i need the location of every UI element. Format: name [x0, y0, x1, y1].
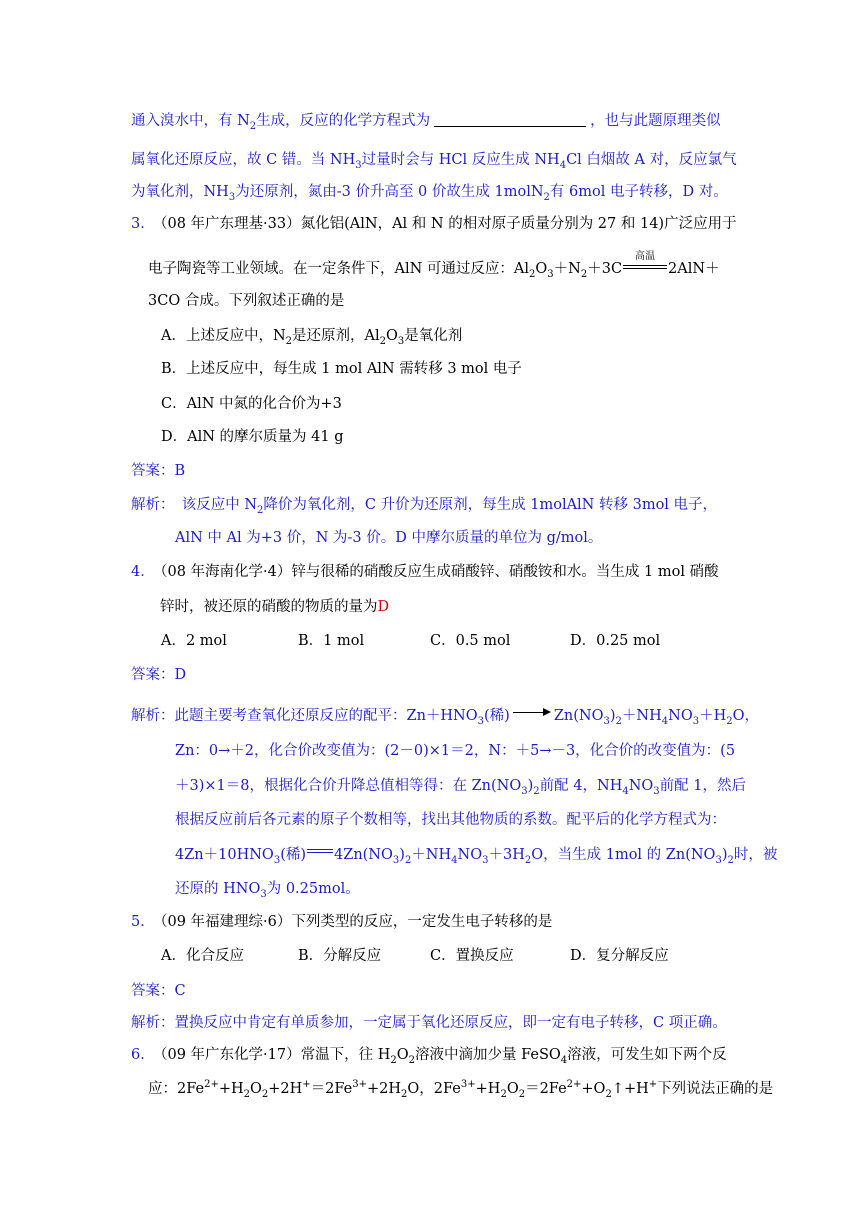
explanation: 解析： 该反应中 $N_2$降价为氧化剂，C 升价为还原剂，每生成 1molAlN 转移 3mol 电子，	[131, 497, 718, 516]
question-stem: （08 年广东理基·33）氮化铝(AlN，Al 和 N 的相对原子质量分别为 27 和 14)广泛应用于	[153, 216, 737, 232]
explanation: 根据反应前后各元素的原子个数相等，找出其他物质的系数。配平后的化学方程式为：	[175, 812, 726, 828]
question-stem: 电子陶瓷等工业领域。在一定条件下，AlN 可通过反应：$Al_2O_3+N_2+3C$ 高温 2AlN＋	[148, 251, 720, 280]
option-b: B．分解反应	[298, 948, 382, 964]
explanation: ＋3)×1＝8，根据化合价升降总值相等得：在 $Zn(NO_3)_2$前配 4，$NH_4NO_3$前配 1，然后	[175, 778, 747, 797]
question-stem: （09 年广东化学·17）常温下，往 $H_2O_2$溶液中滴加少量 FeSO$_4$溶液，可发生如下两个反	[153, 1047, 727, 1066]
option-a: A．化合反应	[161, 948, 244, 964]
reaction-arrow	[513, 708, 551, 718]
option-b: B．上述反应中，每生成 1 mol AlN 需转移 3 mol 电子	[161, 361, 522, 377]
option-b: B．1 mol	[298, 633, 365, 649]
question-number: 6．	[131, 1047, 155, 1063]
options-row	[161, 631, 660, 651]
question-number: 3．	[131, 216, 155, 232]
explanation: $4Zn+10HNO_3$(稀) $4Zn(NO_3)_2+NH_4NO_3+3H_2O$，当生成 1mol 的 $Zn(NO_3)_2$时，被	[175, 847, 778, 866]
question-stem: 3CO 合成。下列叙述正确的是	[148, 293, 345, 309]
question-number: 4．	[131, 564, 155, 580]
text-line: 为氧化剂，$NH_3$为还原剂，氮由-3 价升高至 0 价故生成 1molN$_2$有 6mol 电子转移，D 对。	[131, 184, 728, 203]
option-d: D．AlN 的摩尔质量为 41 g	[161, 429, 344, 445]
question-stem: 锌时，被还原的硝酸的物质的量为D	[160, 599, 390, 615]
explanation: 解析：置换反应中肯定有单质参加，一定属于氧化还原反应，即一定有电子转移，C 项正确。	[131, 1015, 727, 1031]
option-c: C．AlN 中氮的化合价为+3	[161, 396, 342, 412]
option-c: C．0.5 mol	[430, 633, 511, 649]
option-a: A．2 mol	[161, 633, 227, 649]
question-stem: 应：$2Fe^{2+}+H_2O_2+2H^+=2Fe^{3+}+2H_2O$，$2Fe^{3+}+H_2O_2=2Fe^{2+}+O_2↑+H^+$下列说法正确的是	[148, 1079, 774, 1100]
option-d: D．0.25 mol	[570, 633, 661, 649]
question-number: 5．	[131, 914, 155, 930]
equals-sign	[307, 847, 333, 857]
text-line: 属氧化还原反应，故 C 错。当 $NH_3$过量时会与 HCl 反应生成 $NH_4Cl$ 白烟故 A 对，反应氯气	[131, 152, 737, 171]
answer: 答案：B	[131, 463, 186, 479]
options-row	[161, 946, 669, 966]
question-stem: （08 年海南化学·4）锌与很稀的硝酸反应生成硝酸锌、硝酸铵和水。当生成 1 mol 硝酸	[153, 564, 719, 580]
question-stem: （09 年福建理综·6）下列类型的反应，一定发生电子转移的是	[153, 914, 553, 930]
option-c: C．置换反应	[430, 948, 514, 964]
fill-in-blank	[434, 112, 586, 127]
explanation: 解析：此题主要考查氧化还原反应的配平：$Zn+HNO_3$(稀) $Zn(NO_3)_2+NH_4NO_3+H_2O$，	[131, 708, 760, 727]
explanation: AlN 中 Al 为+3 价，N 为-3 价。D 中摩尔质量的单位为 g/mol。	[175, 530, 603, 546]
explanation: 还原的 $HNO_3$为 0.25mol。	[175, 881, 360, 900]
explanation: Zn：0→＋2，化合价改变值为：(2－0)×1＝2，N：＋5→－3，化合价的改变值为：(5	[175, 743, 736, 759]
option-a: A．上述反应中，$N_2$是还原剂，$Al_2O_3$是氧化剂	[161, 328, 463, 347]
answer: 答案：D	[131, 667, 187, 683]
option-d: D．复分解反应	[570, 948, 669, 964]
reaction-condition: 高温	[623, 258, 667, 276]
text-line: 通入溴水中，有 $N_2$生成，反应的化学方程式为 ，也与此题原理类似	[131, 113, 721, 132]
answer: 答案：C	[131, 983, 186, 999]
